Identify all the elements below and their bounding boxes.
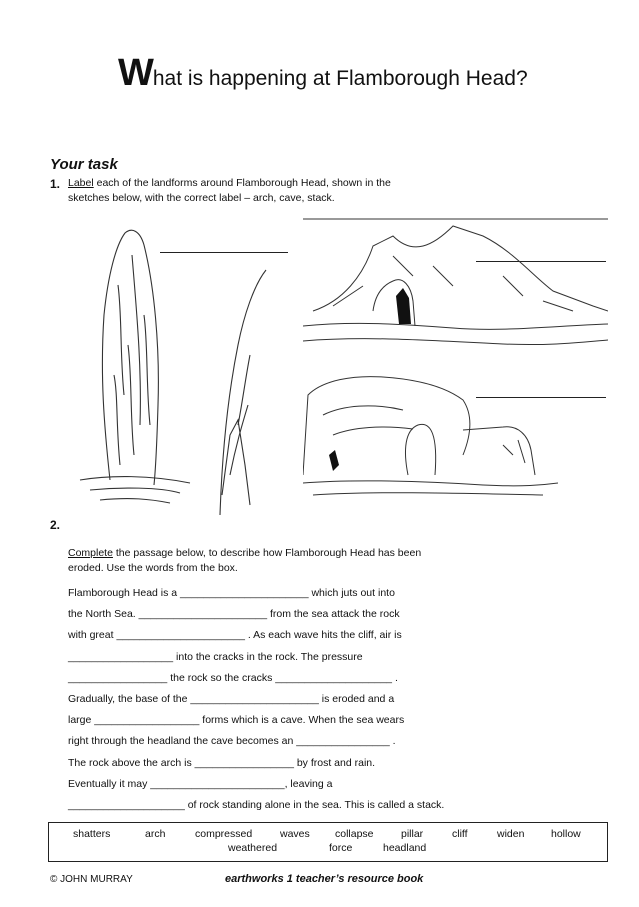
passage-line[interactable]: __________________ into the cracks in the rock. The pressure: [68, 650, 363, 663]
question-1-number: 1.: [50, 177, 61, 191]
complete-word: Complete: [68, 547, 113, 559]
passage-line[interactable]: ____________________ of rock standing alone in the sea. This is called a stack.: [68, 798, 445, 811]
page-title: [118, 52, 528, 95]
arch-sketch: [303, 355, 558, 500]
title-initial: W: [118, 52, 153, 94]
question-2-body: the passage below, to describe how Flamborough Head has been eroded. Use the words from the box.: [68, 547, 422, 574]
word-item: force: [329, 842, 353, 854]
passage: [68, 586, 488, 819]
passage-line[interactable]: Flamborough Head is a ______________________ which juts out into: [68, 587, 395, 599]
book-title: earthworks 1 teacher’s resource book: [225, 873, 424, 885]
question-1-body: each of the landforms around Flamborough Head, shown in the sketches below, with the correct label – arch, cave, stack.: [68, 177, 391, 204]
passage-line[interactable]: with great ______________________ . As each wave hits the cliff, air is: [68, 629, 402, 642]
word-item: arch: [145, 828, 166, 840]
passage-line[interactable]: _________________ the rock so the cracks ____________________ .: [68, 671, 398, 684]
passage-line[interactable]: the North Sea. ______________________ from the sea attack the rock: [68, 608, 400, 621]
cave-sketch: [303, 216, 608, 356]
stack-sketch: [70, 225, 270, 520]
title-rest: hat is happening at Flamborough Head?: [152, 67, 528, 90]
word-item: compressed: [195, 828, 253, 840]
question-2-text: [68, 546, 428, 576]
word-item: widen: [497, 828, 525, 840]
copyright: © JOHN MURRAY: [50, 874, 133, 885]
word-item: cliff: [452, 828, 468, 840]
label-word: Label: [68, 177, 94, 189]
passage-line[interactable]: right through the headland the cave becomes an ________________ .: [68, 735, 396, 748]
word-item: shatters: [73, 828, 111, 840]
question-1-text: [68, 176, 428, 206]
word-item: headland: [383, 842, 427, 854]
passage-line[interactable]: Gradually, the base of the ______________________ is eroded and a: [68, 692, 395, 705]
word-item: waves: [280, 828, 310, 840]
passage-line[interactable]: The rock above the arch is _________________ by frost and rain.: [68, 756, 376, 769]
word-item: hollow: [551, 828, 581, 840]
word-box: [48, 822, 608, 862]
word-item: collapse: [335, 828, 374, 840]
passage-line[interactable]: large __________________ forms which is a cave. When the sea wears: [68, 714, 405, 727]
word-item: pillar: [401, 828, 424, 840]
passage-line[interactable]: Eventually it may _______________________, leaving a: [68, 777, 333, 790]
task-heading: Your task: [50, 156, 118, 173]
word-item: weathered: [228, 842, 278, 854]
question-2-number: 2.: [50, 518, 61, 532]
